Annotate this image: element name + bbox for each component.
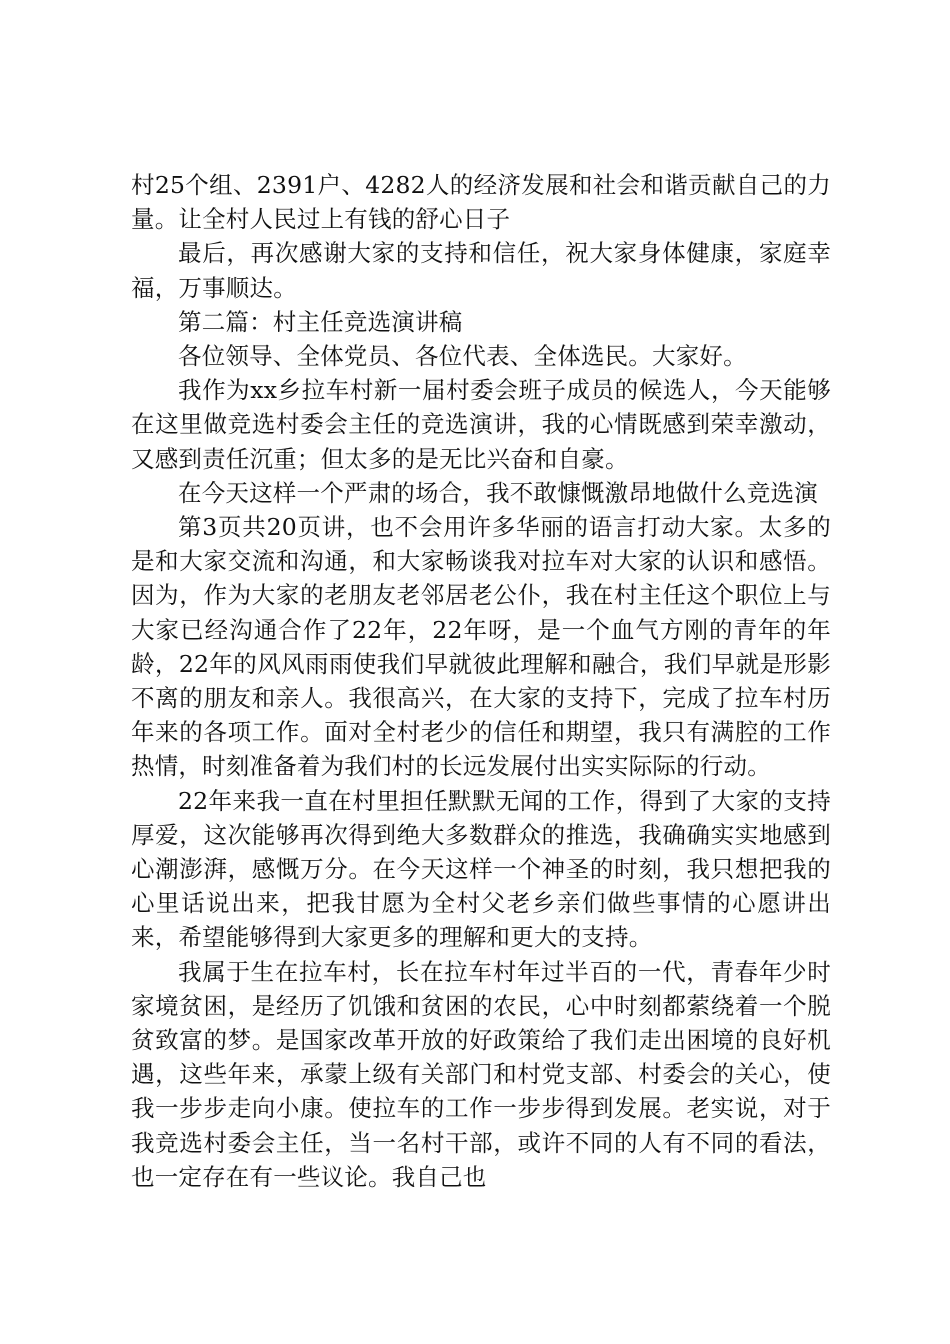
paragraph-page-marker-speech: 第3页共20页讲，也不会用许多华丽的语言打动大家。太多的是和大家交流和沟通，和大家畅谈我对拉车对大家的认识和感悟。因为，作为大家的老朋友老邻居老公仆，我在村主任这个职位上与大家已经沟通合作了22年，22年呀，是一个血气方刚的青年的年龄，22年的风风雨雨使我们早就彼此理解和融合，我们早就是形影不离的朋友和亲人。我很高兴，在大家的支持下，完成了拉车村历年来的各项工作。面对全村老少的信任和期望，我只有满腔的工作热情，时刻准备着为我们村的长远发展付出实实际际的行动。: [131, 513, 831, 781]
paragraph-closing-thanks: 最后，再次感谢大家的支持和信任，祝大家身体健康，家庭幸福，万事顺达。: [131, 239, 831, 302]
paragraph-continuation: 村25个组、2391户、4282人的经济发展和社会和谐贡献自己的力量。让全村人民过上有钱的舒心日子: [131, 171, 831, 234]
paragraph-background: 我属于生在拉车村，长在拉车村年过半百的一代，青春年少时家境贫困，是经历了饥饿和贫困的农民，心中时刻都萦绕着一个脱贫致富的梦。是国家改革开放的好政策给了我们走出困境的良好机遇，这些年来，承蒙上级有关部门和村党支部、村委会的关心，使我一步步走向小康。使拉车的工作一步步得到发展。老实说，对于我竞选村委会主任，当一名村干部，或许不同的人有不同的看法，也一定存在有一些议论。我自己也: [131, 957, 831, 1191]
section-heading: 第二篇：村主任竞选演讲稿: [178, 307, 463, 336]
paragraph-occasion: 在今天这样一个严肃的场合，我不敢慷慨激昂地做什么竞选演: [178, 478, 818, 507]
paragraph-introduction: 我作为xx乡拉车村新一届村委会班子成员的候选人，今天能够在这里做竞选村委会主任的竞选演讲，我的心情既感到荣幸激动，又感到责任沉重；但太多的是无比兴奋和自豪。: [131, 376, 831, 473]
paragraph-greeting: 各位领导、全体党员、各位代表、全体选民。大家好。: [178, 342, 747, 371]
paragraph-22-years: 22年来我一直在村里担任默默无闻的工作，得到了大家的支持厚爱，这次能够再次得到绝大多数群众的推选，我确确实实地感到心潮澎湃，感慨万分。在今天这样一个神圣的时刻，我只想把我的心里话说出来，把我甘愿为全村父老乡亲们做些事情的心愿讲出来，希望能够得到大家更多的理解和更大的支持。: [131, 786, 831, 952]
document-body: [131, 168, 831, 1194]
